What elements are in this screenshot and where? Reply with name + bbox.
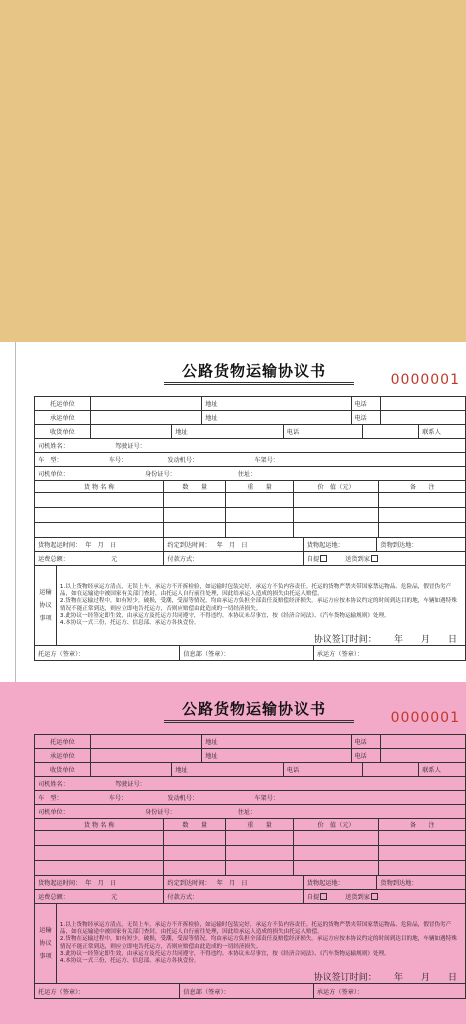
top-copy-area <box>0 0 466 342</box>
driver-info[interactable] <box>35 439 465 452</box>
goods-row <box>35 523 465 538</box>
receiver-phone-label: 电话 <box>284 763 364 776</box>
form-title: 公路货物运输协议书 <box>182 362 327 380</box>
terms-side-label: 运输 协议 事项 <box>35 566 57 645</box>
title-underline <box>164 720 354 721</box>
binding-edge <box>0 342 16 682</box>
carrier-phone-label: 电话 <box>352 749 382 762</box>
shipper-phone-field[interactable] <box>381 735 465 748</box>
shipper-unit-field[interactable] <box>91 397 202 410</box>
carrier-unit-field[interactable] <box>91 749 202 762</box>
shipper-unit-field[interactable] <box>91 735 202 748</box>
shipper-row <box>35 397 465 411</box>
value-cell[interactable] <box>294 493 380 507</box>
delivery-cell <box>304 552 465 565</box>
time-row <box>35 876 465 890</box>
arrival-time-cell[interactable]: 约定到达时间： 年 月 日 <box>164 538 303 551</box>
term-item: 3.此协议一经签定即生效，由承运方及托运方共同遵守，不得违约。本协议未尽事宜，按《经济合同法》、《汽车货物运输规则》处理。 <box>59 612 390 619</box>
shipper-sign-cell[interactable]: 托运方（签章）： <box>35 646 180 660</box>
shipper-phone-label: 电话 <box>352 735 382 748</box>
quantity-cell[interactable] <box>164 831 226 845</box>
fee-total-cell[interactable]: 运费总额： 元 <box>35 552 164 565</box>
goods-row <box>35 493 465 508</box>
terms-row <box>35 904 465 984</box>
goods-header-row <box>35 819 465 831</box>
shipper-phone-label: 电话 <box>352 397 382 410</box>
terms-text <box>57 566 465 645</box>
carrier-sign-cell[interactable]: 承运方（签章）： <box>316 988 364 996</box>
remarks-header: 备 注 <box>409 822 435 829</box>
info-dept-sign-cell[interactable]: 信息部（签章）： <box>180 646 313 660</box>
form-grid <box>34 734 466 999</box>
term-item: 2.货物在运输过程中，如有短少，破损，受潮，受湿等情况，均由承运方负担全部责任及赔偿经济损失。承运方应按本协议约定的时间到达目的地，车辆如遇特殊情况不能正常到达，则应立即电告托运方，否则应赔偿由此造成的一切经济损失。 <box>59 936 457 950</box>
driver-name-label: 司机姓名： <box>38 781 69 788</box>
term-item: 2.货物在运输过程中，如有短少，破损，受潮，受湿等情况，均由承运方负担全部责任及赔偿经济损失。承运方应按本协议约定的时间到达目的地，车辆如遇特殊情况不能正常到达，则应立即电告托运方，否则应赔偿由此造成的一切经济损失。 <box>59 598 457 612</box>
quantity-cell[interactable] <box>164 493 226 507</box>
fee-row <box>35 890 465 904</box>
driver-unit-row <box>35 467 465 481</box>
carrier-phone-label: 电话 <box>352 411 382 424</box>
origin-cell[interactable]: 货物起运地： <box>304 538 378 551</box>
carrier-address-label: 地址 <box>202 749 351 762</box>
carrier-phone-field[interactable] <box>381 749 465 762</box>
carrier-unit-field[interactable] <box>91 411 202 424</box>
value-header: 价 值（元） <box>294 819 380 830</box>
destination-cell[interactable]: 货物到达地： <box>380 542 418 549</box>
self-pickup-checkbox[interactable] <box>320 555 327 562</box>
title-underline <box>164 722 354 723</box>
value-header: 价 值（元） <box>294 481 380 492</box>
driver-license-label: 驾驶证号： <box>114 781 146 788</box>
fee-total-cell[interactable]: 运费总额： 元 <box>35 890 164 903</box>
terms-text <box>57 904 465 983</box>
weight-cell[interactable] <box>226 831 294 845</box>
form-header <box>34 682 466 726</box>
driver-unit-label: 司机单位： <box>38 809 69 816</box>
driver-row <box>35 439 465 453</box>
terms-side-label: 运输 协议 事项 <box>35 904 57 983</box>
info-dept-sign-cell[interactable]: 信息部（签章）： <box>180 984 313 998</box>
goods-row <box>35 831 465 846</box>
form-header <box>34 344 466 388</box>
quantity-cell[interactable] <box>164 523 226 537</box>
terms-row <box>35 566 465 646</box>
carrier-row <box>35 411 465 425</box>
driver-name-label: 司机姓名： <box>38 443 69 450</box>
receiver-blank-field[interactable] <box>363 763 419 776</box>
receiver-address-label: 地址 <box>172 763 283 776</box>
quantity-header: 数 量 <box>164 819 226 830</box>
title-underline <box>164 382 354 383</box>
residence-label: 住址： <box>237 809 257 816</box>
form-grid <box>34 396 466 661</box>
goods-name-cell[interactable] <box>35 493 164 507</box>
time-row <box>35 538 465 552</box>
self-pickup-label: 自提 <box>306 556 320 563</box>
weight-cell[interactable] <box>226 508 294 522</box>
shipper-row <box>35 735 465 749</box>
driver-unit-label: 司机单位： <box>38 471 69 478</box>
goods-name-cell[interactable] <box>35 861 164 875</box>
title-underline <box>164 384 354 385</box>
id-no-label: 身份证号： <box>144 809 176 816</box>
driver-row <box>35 777 465 791</box>
delivery-label: 送货到家 <box>345 556 370 563</box>
arrival-time-cell[interactable]: 约定到达时间： 年 月 日 <box>164 876 303 889</box>
goods-name-cell[interactable] <box>35 846 164 860</box>
value-cell[interactable] <box>294 831 380 845</box>
driver-unit-info[interactable] <box>35 467 465 480</box>
weight-header: 重 量 <box>226 819 294 830</box>
goods-name-header: 货 物 名 称 <box>35 481 164 492</box>
receiver-row <box>35 763 465 777</box>
payment-cell[interactable]: 付款方式： <box>164 552 303 565</box>
quantity-header: 数 量 <box>164 481 226 492</box>
value-cell[interactable] <box>294 523 380 537</box>
weight-cell[interactable] <box>226 493 294 507</box>
shipper-address-label: 地址 <box>202 397 351 410</box>
driver-unit-info[interactable] <box>35 805 465 818</box>
weight-header: 重 量 <box>226 481 294 492</box>
delivery-cell <box>304 890 465 903</box>
vehicle-type-label: 车 型： <box>38 457 63 464</box>
serial-number: 0000001 <box>390 710 460 726</box>
id-no-label: 身份证号： <box>144 471 176 478</box>
contact-label: 联系人 <box>422 767 441 774</box>
value-cell[interactable] <box>294 846 380 860</box>
plate-no-label: 车号： <box>108 457 128 464</box>
destination-cell[interactable]: 货物到达地： <box>380 880 418 887</box>
self-pickup-label: 自提 <box>306 894 320 901</box>
goods-name-cell[interactable] <box>35 523 164 537</box>
carrier-row <box>35 749 465 763</box>
delivery-checkbox[interactable] <box>371 893 378 900</box>
sign-time: 协议签订时间： 年 月 日 <box>313 634 457 645</box>
shipper-unit-label: 托运单位 <box>35 397 91 410</box>
receiver-unit-label: 收货单位 <box>35 425 91 438</box>
vehicle-type-label: 车 型： <box>38 795 63 802</box>
origin-cell[interactable]: 货物起运地： <box>304 876 378 889</box>
receiver-phone-label: 电话 <box>284 425 364 438</box>
vehicle-row <box>35 791 465 805</box>
term-item: 1.以上货物经承运方清点，无误上车，承运方不开拆检验，如运输时包装完好，承运方不负内容责任。托运的货物严禁夹带国家禁运物品、危险品，假冒伪劣产品，如在运输途中被国家有关部门查封，由托运人自行前往处理，因此给承运人造成的损失由托运人赔偿。 <box>59 583 452 598</box>
term-item: 3.此协议一经签定即生效，由承运方及托运方共同遵守，不得违约。本协议未尽事宜，按《经济合同法》、《汽车货物运输规则》处理。 <box>59 950 390 957</box>
plate-no-label: 车号： <box>108 795 128 802</box>
term-item: 4.本协议一式三份，托运方、信息部、承运方各执壹份。 <box>59 619 200 626</box>
engine-no-label: 发动机号： <box>167 795 199 802</box>
goods-name-header: 货 物 名 称 <box>35 819 164 830</box>
remarks-cell[interactable] <box>379 846 465 860</box>
receiver-address-label: 地址 <box>172 425 283 438</box>
weight-cell[interactable] <box>226 861 294 875</box>
weight-cell[interactable] <box>226 846 294 860</box>
shipper-phone-field[interactable] <box>381 397 465 410</box>
driver-unit-row <box>35 805 465 819</box>
driver-info[interactable] <box>35 777 465 790</box>
remarks-cell[interactable] <box>379 493 465 507</box>
vehicle-info[interactable] <box>35 453 465 466</box>
carrier-unit-label: 承运单位 <box>35 411 91 424</box>
remarks-cell[interactable] <box>379 861 465 875</box>
vehicle-row <box>35 453 465 467</box>
frame-no-label: 车架号： <box>254 795 279 802</box>
driver-license-label: 驾驶证号： <box>114 443 146 450</box>
carrier-phone-field[interactable] <box>381 411 465 424</box>
weight-cell[interactable] <box>226 523 294 537</box>
remarks-cell[interactable] <box>379 523 465 537</box>
ship-time-cell[interactable]: 货物起运时间： 年 月 日 <box>35 876 164 889</box>
serial-number: 0000001 <box>390 372 460 388</box>
goods-row <box>35 508 465 523</box>
shipper-address-label: 地址 <box>202 735 351 748</box>
signature-row <box>35 984 465 998</box>
self-pickup-checkbox[interactable] <box>320 893 327 900</box>
quantity-cell[interactable] <box>164 846 226 860</box>
term-item: 1.以上货物经承运方清点，无误上车，承运方不开拆检验，如运输时包装完好，承运方不负内容责任。托运的货物严禁夹带国家禁运物品、危险品，假冒伪劣产品，如在运输途中被国家有关部门查封，由托运人自行前往处理，因此给承运人造成的损失由托运人赔偿。 <box>59 921 452 936</box>
vehicle-info[interactable] <box>35 791 465 804</box>
delivery-checkbox[interactable] <box>371 555 378 562</box>
payment-cell[interactable]: 付款方式： <box>164 890 303 903</box>
value-cell[interactable] <box>294 508 380 522</box>
carrier-sign-cell[interactable]: 承运方（签章）： <box>316 650 364 658</box>
remarks-cell[interactable] <box>379 831 465 845</box>
goods-row <box>35 846 465 861</box>
sign-time: 协议签订时间： 年 月 日 <box>313 972 457 983</box>
quantity-cell[interactable] <box>164 508 226 522</box>
goods-name-cell[interactable] <box>35 508 164 522</box>
form-title: 公路货物运输协议书 <box>182 700 327 718</box>
receiver-unit-field[interactable] <box>91 763 173 776</box>
goods-name-cell[interactable] <box>35 831 164 845</box>
ship-time-cell[interactable]: 货物起运时间： 年 月 日 <box>35 538 164 551</box>
signature-row <box>35 646 465 660</box>
goods-header-row <box>35 481 465 493</box>
remarks-cell[interactable] <box>379 508 465 522</box>
receiver-row <box>35 425 465 439</box>
shipper-unit-label: 托运单位 <box>35 735 91 748</box>
shipper-sign-cell[interactable]: 托运方（签章）： <box>35 984 180 998</box>
contact-label: 联系人 <box>422 429 441 436</box>
value-cell[interactable] <box>294 861 380 875</box>
residence-label: 住址： <box>237 471 257 478</box>
frame-no-label: 车架号： <box>254 457 279 464</box>
engine-no-label: 发动机号： <box>167 457 199 464</box>
receiver-unit-field[interactable] <box>91 425 173 438</box>
quantity-cell[interactable] <box>164 861 226 875</box>
term-item: 4.本协议一式三份，托运方、信息部、承运方各执壹份。 <box>59 957 200 964</box>
carrier-unit-label: 承运单位 <box>35 749 91 762</box>
remarks-header: 备 注 <box>409 484 435 491</box>
goods-row <box>35 861 465 876</box>
delivery-label: 送货到家 <box>345 894 370 901</box>
receiver-unit-label: 收货单位 <box>35 763 91 776</box>
receiver-blank-field[interactable] <box>363 425 419 438</box>
carrier-address-label: 地址 <box>202 411 351 424</box>
fee-row <box>35 552 465 566</box>
